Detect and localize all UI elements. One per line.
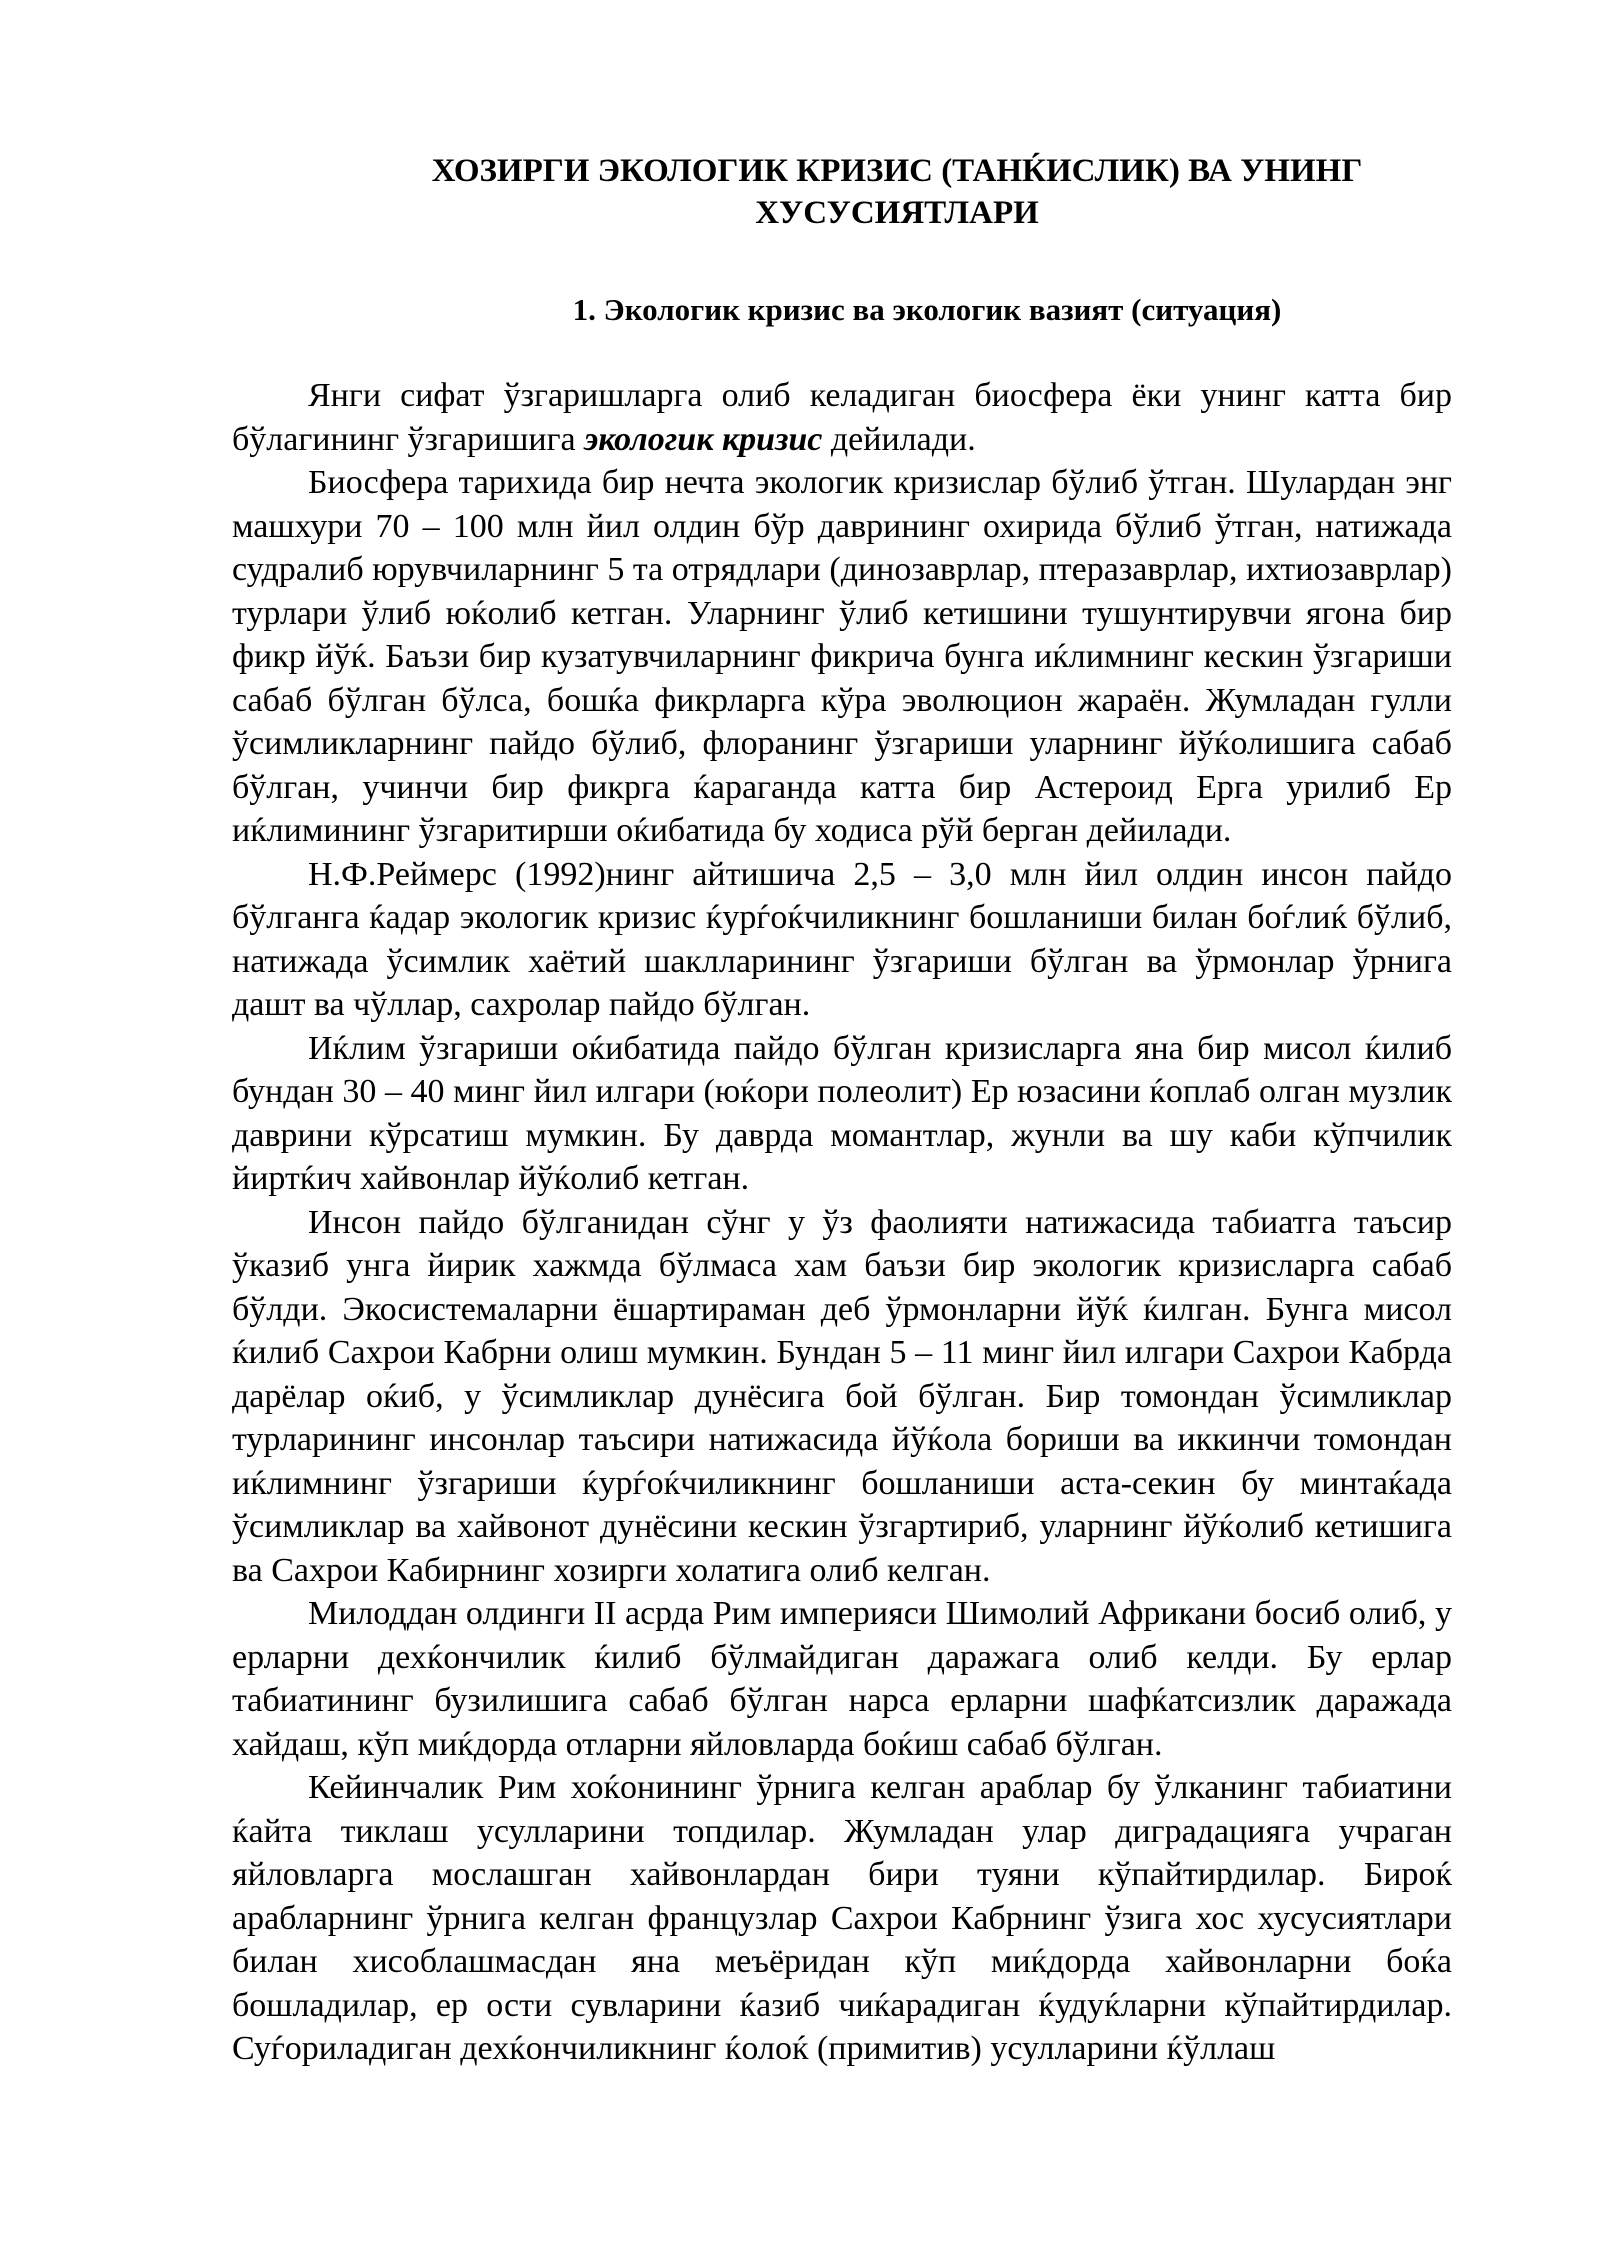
document-title-line-2: ХУСУСИЯТЛАРИ [755,195,1039,231]
body-text [232,374,1452,2071]
paragraph-5: Инсон пайдо бўлганидан сўнг у ўз фаолияти натижасида табиатга таъсир ўказиб унга йирик хажмда бўлмаса хам баъзи бир экологик кризисларга сабаб бўлди. Экосистемаларни ёшартираман деб ўрмонларни йўќ ќилган. Бунга мисол ќилиб Сахрои Кабрни олиш мумкин. Бундан 5 – 11 минг йил илгари Сахрои Кабрда дарёлар оќиб, у ўсимликлар дунёсига бой бўлган. Бир томондан ўсимликлар турларининг инсонлар таъсири натижасида йўќола бориши ва иккинчи томондан иќлимнинг ўзгариши ќурѓоќчиликнинг бошланиши аста-секин бу минтаќада ўсимликлар ва хайвонот дунёсини кескин ўзгартириб, уларнинг йўќолиб кетишига ва Сахрои Кабирнинг хозирги холатига олиб келган. [232,1203,1452,1589]
paragraph-6: Милоддан олдинги II асрда Рим империяси Шимолий Африкани босиб олиб, у ерларни дехќончилик ќилиб бўлмайдиган даражага олиб келди. Бу ерлар табиатининг бузилишига сабаб бўлган нарса ерларни шафќатсизлик даражада хайдаш, кўп миќдорда отларни яйловларда боќиш сабаб бўлган. [232,1595,1452,1763]
paragraph-2: Биосфера тарихида бир нечта экологик кризислар бўлиб ўтган. Шулардан энг машхури 70 – 100 млн йил олдин бўр даврининг охирида бўлиб ўтган, натижада судралиб юрувчиларнинг 5 та отрядлари (динозаврлар, птеразаврлар, ихтиозаврлар) турлари ўлиб юќолиб кетган. Уларнинг ўлиб кетишини тушунтирувчи ягона бир фикр йўќ. Баъзи бир кузатувчиларнинг фикрича бунга иќлимнинг кескин ўзгариши сабаб бўлган бўлса, бошќа фикрларга кўра эволюцион жараён. Жумладан гулли ўсимликларнинг пайдо бўлиб, флоранинг ўзгариши уларнинг йўќолишига сабаб бўлган, учинчи бир фикрга ќараганда катта бир Астероид Ерга урилиб Ер иќлимининг ўзгаритирши оќибатида бу ходиса рўй берган дейилади. [232,464,1452,849]
paragraph-7: Кейинчалик Рим хоќонининг ўрнига келган араблар бу ўлканинг табиатини ќайта тиклаш усулларини топдилар. Жумладан улар диградацияга учраган яйловларга мослашган хайвонлардан бири туяни кўпайтирдилар. Бироќ арабларнинг ўрнига келган французлар Сахрои Кабрнинг ўзига хос хусусиятлари билан хисоблашмасдан яна меъёридан кўп миќдорда хайвонларни боќа бошладилар, ер ости сувларини ќазиб чиќарадиган ќудуќларни кўпайтирдилар. Суѓориладиган дехќончиликнинг ќолоќ (примитив) усулларини ќўллаш [232,1769,1452,2067]
paragraph-4: Иќлим ўзгариши оќибатида пайдо бўлган кризисларга яна бир мисол ќилиб бундан 30 – 40 минг йил илгари (юќори полеолит) Ер юзасини ќоплаб олган музлик даврини кўрсатиш мумкин. Бу даврда момантлар, жунли ва шу каби кўпчилик йиртќич хайвонлар йўќолиб кетган. [232,1029,1452,1197]
paragraph-1-start: Янги сифат ўзгаришларга олиб келадиган биосфера ёки унинг катта бир бўлагининг ўзгаришига [232,377,1452,458]
paragraph-1-end: дейилади. [822,420,976,458]
paragraph-3: Н.Ф.Реймерс (1992)нинг айтишича 2,5 – 3,0 млн йил олдин инсон пайдо бўлганга ќадар экологик кризис ќурѓоќчиликнинг бошланиши билан боѓлиќ бўлиб, натижада ўсимлик хаётий шаклларининг ўзгариши бўлган ва ўрмонлар ўрнига дашт ва чўллар, сахролар пайдо бўлган. [232,855,1452,1023]
paragraph-1 [232,374,1452,461]
document-content [232,150,1452,2071]
section-title: 1. Экологик кризис ва экологик вазият (ситуация) [572,292,1282,327]
document-title-line-1: ХОЗИРГИ ЭКОЛОГИК КРИЗИС (ТАНЌИСЛИК) ВА УНИНГ [431,153,1363,189]
term-ecological-crisis: экологик кризис [584,420,823,458]
document-title [232,150,1452,234]
